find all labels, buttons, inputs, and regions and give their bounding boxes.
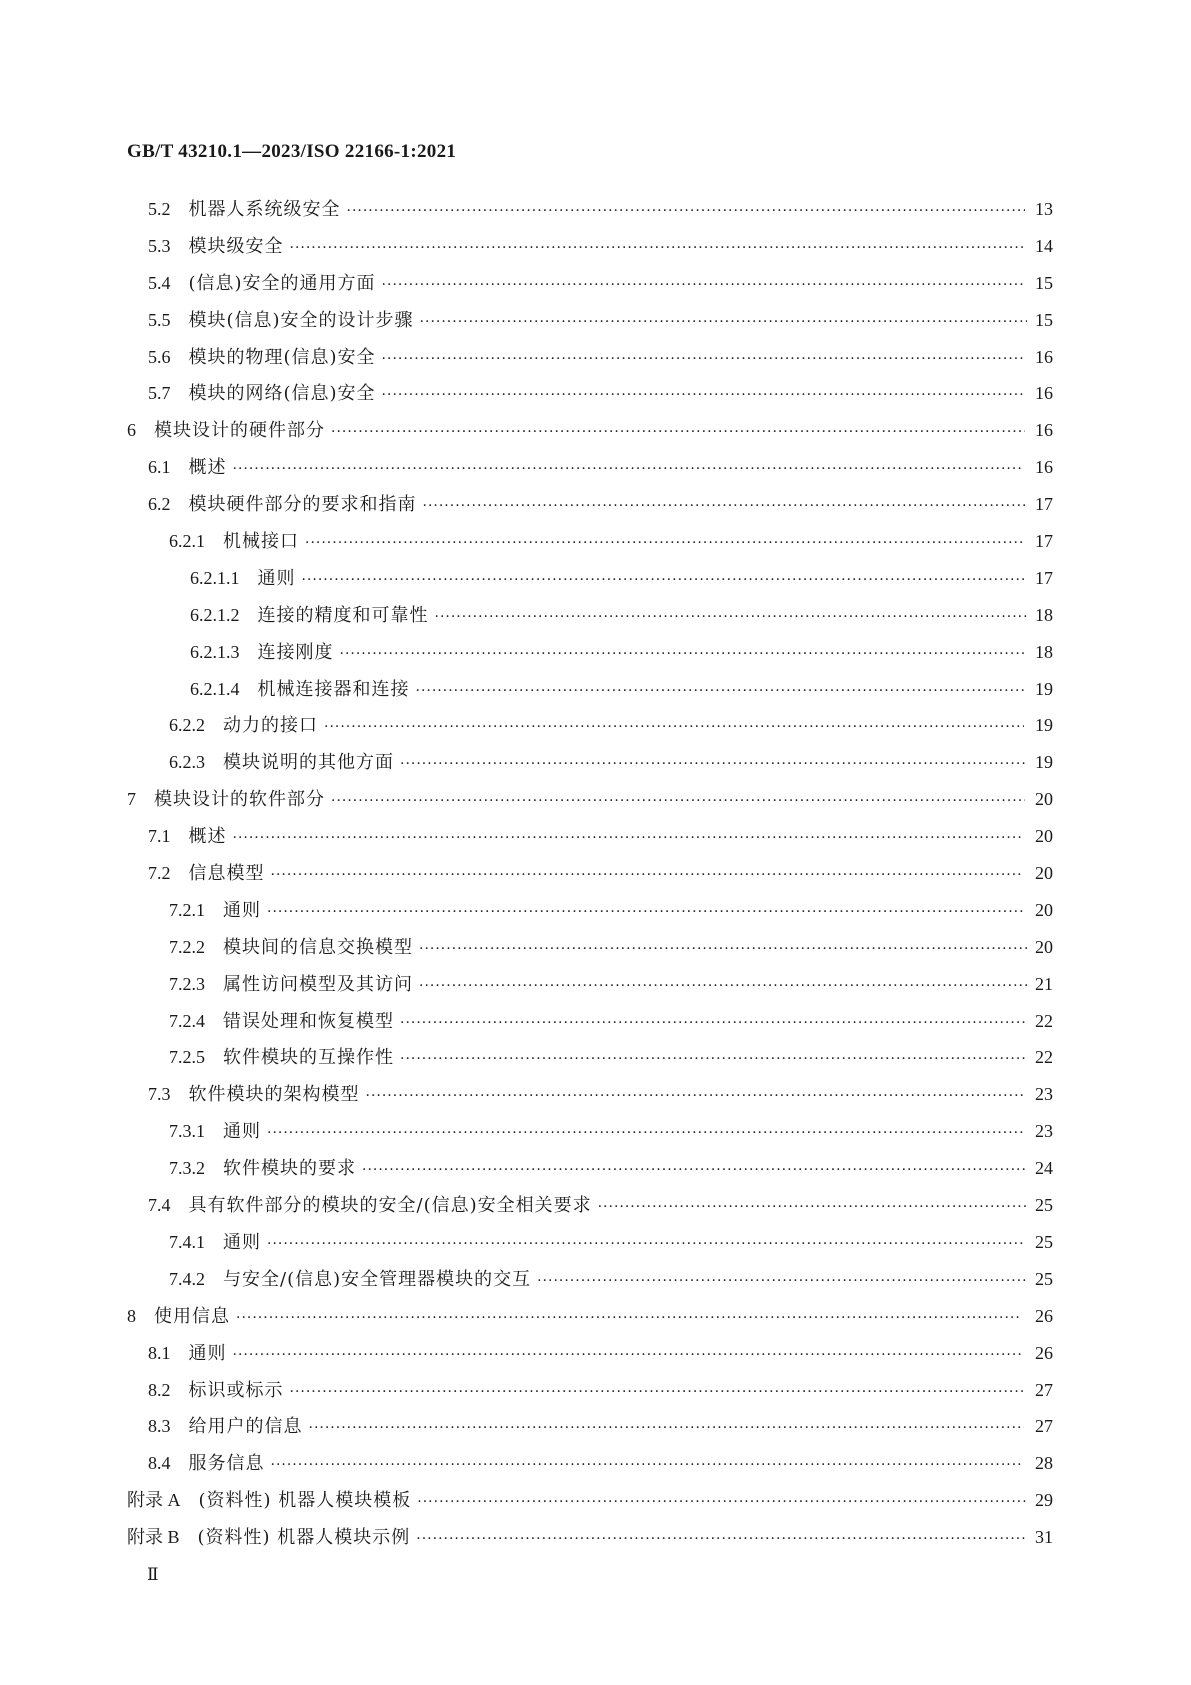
toc-entry-page: 20 bbox=[1035, 826, 1053, 847]
toc-entry-number: 附录 A bbox=[127, 1490, 181, 1511]
toc-entry-page: 18 bbox=[1035, 641, 1053, 662]
toc-entry[interactable] bbox=[0, 671, 1191, 708]
page-number-footer: Ⅱ bbox=[147, 1565, 159, 1584]
toc-entry-number: 6.2.1 bbox=[169, 531, 205, 552]
toc-entry[interactable] bbox=[0, 966, 1191, 1003]
toc-dot-leader bbox=[435, 599, 1028, 636]
toc-dot-leader bbox=[400, 1005, 1027, 1042]
toc-dot-leader bbox=[417, 1484, 1027, 1521]
toc-dot-leader bbox=[267, 894, 1023, 931]
toc-entry[interactable] bbox=[0, 1482, 1191, 1519]
toc-entry[interactable] bbox=[0, 929, 1191, 966]
toc-entry-number: 7.3.1 bbox=[169, 1121, 205, 1142]
toc-entry-page: 20 bbox=[1035, 899, 1053, 920]
toc-dot-leader bbox=[419, 931, 1027, 968]
toc-dot-leader bbox=[290, 1374, 1024, 1411]
toc-dot-leader bbox=[423, 488, 1028, 525]
toc-entry-title: 模块的网络(信息)安全 bbox=[188, 383, 376, 405]
toc-entry-page: 20 bbox=[1035, 863, 1053, 884]
toc-entry-number: 7.3.2 bbox=[169, 1158, 205, 1179]
toc-entry-title: 属性访问模型及其访问 bbox=[223, 973, 413, 995]
toc-entry-title: 机械接口 bbox=[223, 531, 299, 553]
toc-entry[interactable] bbox=[0, 781, 1191, 818]
table-of-contents bbox=[0, 191, 1191, 1556]
toc-entry-page: 15 bbox=[1035, 309, 1053, 330]
toc-entry-title: 模块说明的其他方面 bbox=[223, 752, 394, 774]
toc-entry-number: 7.4 bbox=[148, 1195, 171, 1216]
toc-entry-page: 21 bbox=[1035, 973, 1053, 994]
toc-entry-page: 17 bbox=[1035, 494, 1053, 515]
toc-entry-title: 使用信息 bbox=[154, 1305, 230, 1327]
toc-dot-leader bbox=[233, 1337, 1022, 1374]
toc-entry-page: 29 bbox=[1035, 1490, 1053, 1511]
toc-entry-number: 7.2.3 bbox=[169, 973, 205, 994]
toc-dot-leader bbox=[362, 1152, 1025, 1189]
toc-entry[interactable] bbox=[0, 449, 1191, 486]
toc-entry[interactable] bbox=[0, 1372, 1191, 1409]
toc-entry[interactable] bbox=[0, 1187, 1191, 1224]
toc-entry[interactable] bbox=[0, 412, 1191, 449]
toc-entry-title: (资料性) 机器人模块模板 bbox=[198, 1490, 412, 1512]
toc-entry-number: 8.1 bbox=[148, 1342, 171, 1363]
toc-entry-title: 给用户的信息 bbox=[188, 1416, 303, 1438]
page-header-standard-code: GB/T 43210.1—2023/ISO 22166-1:2021 bbox=[127, 141, 457, 162]
toc-entry-number: 6.2.1.1 bbox=[190, 567, 240, 588]
toc-entry[interactable] bbox=[0, 1519, 1191, 1556]
toc-entry[interactable] bbox=[0, 228, 1191, 265]
toc-entry-number: 7.4.1 bbox=[169, 1231, 205, 1252]
toc-entry-page: 17 bbox=[1035, 567, 1053, 588]
toc-entry[interactable] bbox=[0, 486, 1191, 523]
toc-entry-page: 13 bbox=[1035, 199, 1053, 219]
toc-entry-title: 与安全/(信息)安全管理器模块的交互 bbox=[223, 1268, 532, 1290]
toc-dot-leader bbox=[271, 1447, 1023, 1484]
toc-entry[interactable] bbox=[0, 707, 1191, 744]
toc-entry-title: 软件模块的互操作性 bbox=[223, 1047, 394, 1069]
toc-entry-number: 7.2.4 bbox=[169, 1010, 205, 1031]
toc-entry-title: 连接刚度 bbox=[257, 641, 334, 663]
toc-dot-leader bbox=[382, 377, 1026, 414]
toc-entry-page: 24 bbox=[1035, 1158, 1053, 1179]
toc-entry-number: 7.2.5 bbox=[169, 1047, 205, 1068]
toc-entry-number: 5.4 bbox=[148, 272, 171, 293]
toc-entry-page: 25 bbox=[1035, 1268, 1053, 1289]
toc-entry-page: 14 bbox=[1035, 235, 1053, 256]
toc-dot-leader bbox=[366, 1078, 1026, 1115]
toc-entry[interactable] bbox=[0, 302, 1191, 339]
toc-dot-leader bbox=[419, 968, 1027, 1005]
toc-entry-title: 服务信息 bbox=[188, 1453, 265, 1475]
toc-entry[interactable] bbox=[0, 523, 1191, 560]
toc-entry-number: 5.6 bbox=[148, 346, 171, 367]
toc-dot-leader bbox=[290, 230, 1024, 267]
toc-entry-title: 模块级安全 bbox=[188, 235, 284, 257]
toc-entry-number: 6.2.1.3 bbox=[190, 641, 240, 662]
toc-entry-number: 附录 B bbox=[127, 1527, 180, 1548]
toc-entry-number: 5.2 bbox=[148, 199, 171, 219]
toc-dot-leader bbox=[347, 193, 1026, 230]
toc-entry-title: 模块设计的软件部分 bbox=[154, 789, 325, 811]
toc-entry-number: 6 bbox=[127, 420, 136, 441]
toc-entry-page: 22 bbox=[1035, 1047, 1053, 1068]
toc-entry[interactable] bbox=[0, 892, 1191, 929]
toc-dot-leader bbox=[324, 709, 1024, 746]
toc-entry-title: 软件模块的架构模型 bbox=[188, 1084, 360, 1106]
toc-entry[interactable] bbox=[0, 1113, 1191, 1150]
toc-entry-title: 通则 bbox=[223, 899, 261, 921]
toc-entry-title: 标识或标示 bbox=[188, 1379, 284, 1401]
toc-entry-page: 27 bbox=[1035, 1416, 1053, 1437]
toc-dot-leader bbox=[236, 1300, 1022, 1337]
toc-entry-page: 27 bbox=[1035, 1379, 1053, 1400]
toc-entry-number: 7.2.1 bbox=[169, 899, 205, 920]
toc-entry-title: 连接的精度和可靠性 bbox=[257, 604, 429, 626]
toc-dot-leader bbox=[420, 304, 1027, 341]
toc-entry-page: 16 bbox=[1035, 420, 1053, 441]
toc-entry-title: 错误处理和恢复模型 bbox=[223, 1010, 394, 1032]
toc-entry-title: 模块设计的硬件部分 bbox=[154, 420, 325, 442]
toc-entry[interactable] bbox=[0, 1003, 1191, 1040]
toc-entry-number: 5.7 bbox=[148, 383, 171, 404]
toc-entry[interactable] bbox=[0, 1150, 1191, 1187]
toc-entry-page: 23 bbox=[1035, 1084, 1053, 1105]
toc-entry-page: 17 bbox=[1035, 531, 1053, 552]
toc-entry-page: 19 bbox=[1035, 678, 1053, 699]
toc-entry-page: 25 bbox=[1035, 1231, 1053, 1252]
toc-entry-title: 模块间的信息交换模型 bbox=[223, 936, 413, 958]
toc-entry-number: 8.2 bbox=[148, 1379, 171, 1400]
toc-entry[interactable] bbox=[0, 1408, 1191, 1445]
toc-entry[interactable] bbox=[0, 1445, 1191, 1482]
toc-entry-title: 模块的物理(信息)安全 bbox=[188, 346, 376, 368]
toc-entry-page: 20 bbox=[1035, 936, 1053, 957]
toc-dot-leader bbox=[416, 673, 1028, 710]
toc-entry-page: 19 bbox=[1035, 752, 1053, 773]
toc-dot-leader bbox=[400, 746, 1027, 783]
toc-entry-page: 15 bbox=[1035, 272, 1053, 293]
toc-entry-number: 7.1 bbox=[148, 826, 171, 847]
toc-entry-number: 7.4.2 bbox=[169, 1268, 205, 1289]
toc-entry[interactable] bbox=[0, 1298, 1191, 1335]
toc-entry-number: 6.2 bbox=[148, 494, 171, 515]
toc-entry-number: 5.5 bbox=[148, 309, 171, 330]
toc-entry-page: 20 bbox=[1035, 789, 1053, 810]
toc-entry-page: 18 bbox=[1035, 604, 1053, 625]
toc-dot-leader bbox=[416, 1521, 1027, 1558]
toc-entry[interactable] bbox=[0, 339, 1191, 376]
toc-entry-title: (资料性) 机器人模块示例 bbox=[197, 1527, 411, 1549]
toc-entry[interactable] bbox=[0, 1076, 1191, 1113]
toc-entry-title: 概述 bbox=[188, 826, 227, 848]
toc-entry-title: 机械连接器和连接 bbox=[257, 678, 410, 700]
toc-entry-title: (信息)安全的通用方面 bbox=[188, 272, 376, 294]
toc-entry-number: 8.3 bbox=[148, 1416, 171, 1437]
toc-entry[interactable] bbox=[0, 191, 1191, 228]
toc-entry[interactable] bbox=[0, 1224, 1191, 1261]
toc-entry-title: 通则 bbox=[223, 1121, 261, 1143]
toc-dot-leader bbox=[331, 783, 1025, 820]
toc-dot-leader bbox=[267, 1226, 1023, 1263]
toc-entry[interactable] bbox=[0, 265, 1191, 302]
toc-entry[interactable] bbox=[0, 375, 1191, 412]
toc-entry-page: 23 bbox=[1035, 1121, 1053, 1142]
toc-entry-page: 26 bbox=[1035, 1305, 1053, 1326]
toc-entry-number: 6.2.1.2 bbox=[190, 604, 240, 625]
toc-entry[interactable] bbox=[0, 1261, 1191, 1298]
toc-entry-title: 模块硬件部分的要求和指南 bbox=[188, 494, 417, 516]
toc-entry[interactable] bbox=[0, 597, 1191, 634]
toc-entry-number: 6.2.3 bbox=[169, 752, 205, 773]
toc-dot-leader bbox=[382, 267, 1026, 304]
toc-entry-title: 通则 bbox=[188, 1342, 227, 1364]
toc-dot-leader bbox=[305, 525, 1024, 562]
toc-entry[interactable] bbox=[0, 560, 1191, 597]
toc-entry[interactable] bbox=[0, 855, 1191, 892]
toc-entry-number: 6.1 bbox=[148, 457, 171, 478]
toc-dot-leader bbox=[331, 414, 1025, 451]
toc-entry-number: 8.4 bbox=[148, 1453, 171, 1474]
toc-entry-title: 机器人系统级安全 bbox=[188, 199, 341, 220]
toc-entry-number: 7 bbox=[127, 789, 136, 810]
toc-dot-leader bbox=[382, 341, 1026, 378]
toc-dot-leader bbox=[233, 451, 1022, 488]
toc-dot-leader bbox=[271, 857, 1023, 894]
toc-entry-page: 19 bbox=[1035, 715, 1053, 736]
toc-dot-leader bbox=[340, 636, 1025, 673]
toc-entry-title: 具有软件部分的模块的安全/(信息)安全相关要求 bbox=[188, 1195, 592, 1217]
toc-entry[interactable] bbox=[0, 1335, 1191, 1372]
toc-entry-title: 模块(信息)安全的设计步骤 bbox=[188, 309, 414, 331]
toc-entry-title: 信息模型 bbox=[188, 863, 265, 885]
toc-entry-number: 8 bbox=[127, 1305, 136, 1326]
toc-entry[interactable] bbox=[0, 634, 1191, 671]
toc-dot-leader bbox=[537, 1263, 1027, 1300]
toc-entry-title: 概述 bbox=[188, 457, 227, 479]
toc-entry-title: 动力的接口 bbox=[223, 715, 318, 737]
toc-entry-page: 16 bbox=[1035, 383, 1053, 404]
toc-dot-leader bbox=[302, 562, 1024, 599]
toc-dot-leader bbox=[309, 1410, 1024, 1447]
toc-entry-title: 软件模块的要求 bbox=[223, 1158, 356, 1180]
toc-entry-page: 16 bbox=[1035, 346, 1053, 367]
toc-entry-number: 5.3 bbox=[148, 235, 171, 256]
toc-entry-number: 6.2.2 bbox=[169, 715, 205, 736]
toc-entry-page: 25 bbox=[1035, 1195, 1053, 1216]
toc-entry-title: 通则 bbox=[223, 1231, 261, 1253]
toc-entry[interactable] bbox=[0, 818, 1191, 855]
toc-entry-number: 6.2.1.4 bbox=[190, 678, 240, 699]
toc-dot-leader bbox=[400, 1041, 1027, 1078]
toc-dot-leader bbox=[598, 1189, 1027, 1226]
toc-entry-page: 26 bbox=[1035, 1342, 1053, 1363]
toc-entry-number: 7.3 bbox=[148, 1084, 171, 1105]
toc-entry-page: 28 bbox=[1035, 1453, 1053, 1474]
toc-entry-number: 7.2.2 bbox=[169, 936, 205, 957]
toc-entry[interactable] bbox=[0, 744, 1191, 781]
toc-entry-title: 通则 bbox=[257, 567, 296, 589]
toc-entry-number: 7.2 bbox=[148, 863, 171, 884]
toc-dot-leader bbox=[267, 1115, 1023, 1152]
toc-entry-page: 22 bbox=[1035, 1010, 1053, 1031]
toc-entry[interactable] bbox=[0, 1039, 1191, 1076]
toc-dot-leader bbox=[233, 820, 1022, 857]
toc-entry-page: 16 bbox=[1035, 457, 1053, 478]
toc-entry-page: 31 bbox=[1035, 1527, 1053, 1548]
